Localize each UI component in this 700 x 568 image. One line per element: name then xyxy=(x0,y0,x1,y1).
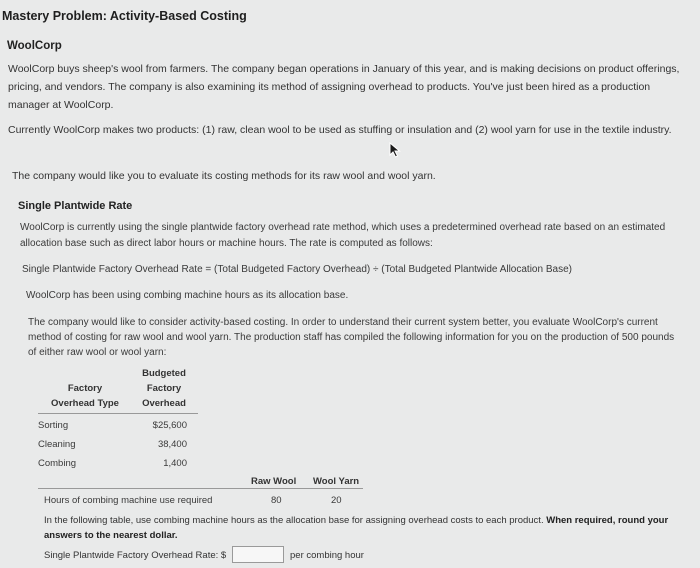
rate-unit: per combing hour xyxy=(290,550,364,561)
wool-yarn-hours: 20 xyxy=(331,495,342,506)
rate-formula: Single Plantwide Factory Overhead Rate = (Total Budgeted Factory Overhead) ÷ (Total Budgeted Plantwide Allocation Base) xyxy=(22,264,572,275)
hours-table-divider xyxy=(38,488,363,489)
abc-paragraph: The company would like to consider activity-based costing. In order to understand their current system better, you evaluate WoolCorp's current method of costing for raw wool and wool yarn. The production staff has compiled the following information for you on the production of 500 pounds of either raw wool or wool yarn: xyxy=(28,317,675,358)
wool-yarn-header: Wool Yarn xyxy=(313,476,360,487)
overhead-type-header: Factory Overhead Type xyxy=(51,383,119,409)
plantwide-rate-input[interactable] xyxy=(232,546,284,563)
table-divider xyxy=(38,413,198,414)
section-title: Single Plantwide Rate xyxy=(18,200,133,212)
page-title: Mastery Problem: Activity-Based Costing xyxy=(2,9,247,23)
mouse-cursor-icon xyxy=(389,142,403,158)
overhead-type-combing: Combing xyxy=(38,458,77,469)
overhead-type-sorting: Sorting xyxy=(38,420,69,431)
raw-wool-hours: 80 xyxy=(271,495,282,506)
intro-paragraph-1: WoolCorp buys sheep's wool from farmers. The company began operations in January of this year, and is making decisions on product offerings, pricing, and vendors. The company is also examining its method of assigning overhead to products. You've just been hired as a production manager at WoolCorp. xyxy=(8,63,680,111)
instructions: In the following table, use combing machine hours as the allocation base for assigning overhead costs to each product. When required, round your answers to the nearest dollar. xyxy=(44,515,669,541)
budgeted-overhead-header: Budgeted Factory Overhead xyxy=(142,368,186,409)
overhead-type-cleaning: Cleaning xyxy=(38,439,76,450)
overhead-amount-cleaning: 38,400 xyxy=(157,439,187,450)
intro-paragraph-3: The company would like you to evaluate its costing methods for its raw wool and wool yarn. xyxy=(12,170,436,182)
allocation-basis-text: WoolCorp has been using combing machine hours as its allocation base. xyxy=(26,290,349,301)
rate-label: Single Plantwide Factory Overhead Rate: $ xyxy=(44,550,227,561)
company-heading: WoolCorp xyxy=(7,40,62,52)
intro-paragraph-2: Currently WoolCorp makes two products: (1) raw, clean wool to be used as stuffing or insulation and (2) wool yarn for use in the textile industry. xyxy=(8,124,672,136)
overhead-amount-sorting: $25,600 xyxy=(152,420,187,431)
raw-wool-header: Raw Wool xyxy=(251,476,297,487)
section-paragraph: WoolCorp is currently using the single plantwide factory overhead rate method, which uses a predetermined overhead rate based on an estimated allocation base such as direct labor hours or machine hours. The rate is computed as follows: xyxy=(20,222,666,249)
combing-hours-label: Hours of combing machine use required xyxy=(44,495,213,506)
overhead-amount-combing: 1,400 xyxy=(163,458,187,469)
